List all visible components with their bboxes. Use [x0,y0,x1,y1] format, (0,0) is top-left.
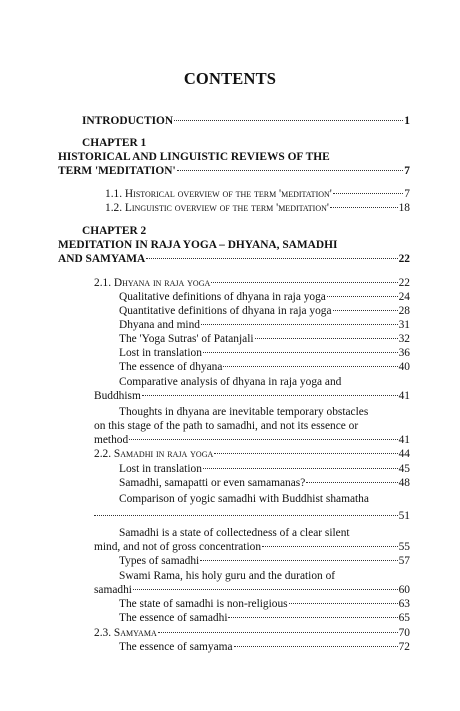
toc-entry-section-1-1[interactable] [105,187,410,201]
toc-entry-title: 2.1. Dhyana in raja yoga [94,277,211,289]
toc-entry-title: 2.2. Samadhi in raja yoga [94,448,214,460]
toc-entry-lost-in-translation[interactable] [119,346,410,360]
toc-page-number: 40 [398,361,410,373]
toc-entry-title: 2.3. Samyama [94,627,157,639]
toc-entry-title: Dhyana and mind [119,319,200,331]
toc-entry-section-2-3[interactable] [94,626,410,640]
toc-entry-non-religious[interactable] [119,597,410,611]
dot-leader [306,482,397,483]
page-title: CONTENTS [183,69,277,88]
toc-entry-title: Qualitative definitions of dhyana in raja yoga [119,291,326,303]
dot-leader [158,632,398,633]
toc-entry-title: Buddhism [94,390,141,402]
dot-leader [203,352,398,353]
toc-entry-dhyana-and-mind[interactable] [119,318,410,332]
toc-page-number: 41 [398,390,410,402]
dot-leader [333,310,398,311]
dot-leader [177,170,404,171]
chapter-2-title-line1: MEDITATION IN RAJA YOGA – DHYANA, SAMADHI [58,239,338,251]
toc-entry-shamatha-line1: Comparison of yogic samadhi with Buddhist shamatha [119,493,369,505]
toc-entry-title: The essence of samadhi [119,612,228,624]
toc-entry-swami-rama-line1: Swami Rama, his holy guru and the duration of [119,570,336,582]
toc-entry-lost-in-translation-2[interactable] [119,462,410,476]
dot-leader [330,207,398,208]
toc-entry-title: Samadhi, samapatti or even samamanas? [119,477,306,489]
dot-leader [289,603,398,604]
toc-entry-title: 1.2. Linguistic overview of the term 'meditation' [105,202,329,214]
toc-page-number: 24 [398,291,410,303]
dot-leader [203,468,398,469]
toc-page-number: 36 [398,347,410,359]
toc-page-number: 57 [398,555,410,567]
toc-page-number: 7 [404,165,410,177]
toc-entry-title: method [94,434,129,446]
dot-leader [146,258,397,259]
dot-leader [94,515,398,516]
toc-page-number: 65 [398,612,410,624]
toc-entry-essence-of-samadhi[interactable] [119,611,410,625]
dot-leader [333,193,403,194]
toc-page-number: 7 [404,188,410,200]
dot-leader [142,395,398,396]
toc-entry-thoughts-line1: Thoughts in dhyana are inevitable temporary obstacles [119,406,369,418]
toc-page-number: 48 [398,477,410,489]
dot-leader [228,617,397,618]
toc-entry-types-of-samadhi[interactable] [119,554,410,568]
dot-leader [255,338,398,339]
toc-entry-section-2-2[interactable] [94,447,410,461]
toc-entry-section-2-1[interactable] [94,276,410,290]
toc-page-number: 32 [398,333,410,345]
toc-entry-quantitative-definitions[interactable] [119,304,410,318]
dot-leader [327,296,398,297]
toc-page-number: 28 [398,305,410,317]
dot-leader [223,366,397,367]
toc-entry-yoga-sutras[interactable] [119,332,410,346]
dot-leader [214,453,397,454]
toc-entry-title: INTRODUCTION [82,115,174,127]
dot-leader [129,439,397,440]
toc-entry-title: The essence of dhyana [119,361,223,373]
toc-entry-samapatti[interactable] [119,476,410,490]
toc-page-number: 22 [398,277,410,289]
toc-page-number: 18 [398,202,410,214]
toc-page-number: 60 [398,584,410,596]
toc-entry-title: Lost in translation [119,347,202,359]
toc-entry-title: The 'Yoga Sutras' of Patanjali [119,333,254,345]
toc-entry-title: The essence of samyama [119,641,233,653]
chapter-1-title-line1: HISTORICAL AND LINGUISTIC REVIEWS OF THE [58,151,330,163]
toc-entry-thoughts-in-dhyana[interactable] [94,433,410,447]
toc-entry-title: Quantitative definitions of dhyana in raja yoga [119,305,332,317]
dot-leader [234,646,398,647]
toc-entry-title: AND SAMYAMA [58,253,146,265]
toc-entry-section-1-2[interactable] [105,201,410,215]
toc-page-number: 1 [404,115,410,127]
toc-page-number: 22 [398,253,410,265]
toc-entry-title: samadhi [94,584,132,596]
dot-leader [201,324,398,325]
toc-entry-comparative-line1: Comparative analysis of dhyana in raja yoga and [119,376,342,388]
toc-page-number: 72 [398,641,410,653]
toc-entry-collectedness-line1: Samadhi is a state of collectedness of a clear silent [119,527,350,539]
toc-page-number: 63 [398,598,410,610]
toc-page-number: 45 [398,463,410,475]
toc-entry-qualitative-definitions[interactable] [119,290,410,304]
toc-entry-shamatha[interactable] [94,509,410,523]
toc-entry-essence-of-samyama[interactable] [119,640,410,654]
toc-entry-swami-rama[interactable] [94,583,410,597]
toc-entry-collectedness[interactable] [94,540,410,554]
toc-entry-title: 1.1. Historical overview of the term 'meditation' [105,188,332,200]
dot-leader [211,282,397,283]
toc-entry-thoughts-line2: on this stage of the path to samadhi, and not its essence or [94,420,359,432]
toc-entry-chapter-2[interactable] [58,252,410,266]
chapter-1-heading: CHAPTER 1 [82,137,147,149]
toc-page-number: 41 [398,434,410,446]
toc-entry-title: Lost in translation [119,463,202,475]
toc-entry-chapter-1[interactable] [58,164,410,178]
toc-page-number: 31 [398,319,410,331]
dot-leader [174,120,403,121]
toc-entry-title: The state of samadhi is non-religious [119,598,288,610]
toc-entry-essence-of-dhyana[interactable] [119,360,410,374]
chapter-2-heading: CHAPTER 2 [82,225,147,237]
toc-entry-title: TERM 'MEDITATION' [58,165,176,177]
dot-leader [262,546,398,547]
toc-page-number: 70 [398,627,410,639]
toc-entry-title: mind, and not of gross concentration [94,541,262,553]
toc-page-number: 51 [398,510,410,522]
toc-entry-comparative-analysis[interactable] [94,389,410,403]
dot-leader [200,560,397,561]
toc-page-number: 44 [398,448,410,460]
toc-page-number: 55 [398,541,410,553]
dot-leader [133,589,398,590]
toc-entry-introduction[interactable] [82,114,410,128]
toc-entry-title: Types of samadhi [119,555,200,567]
